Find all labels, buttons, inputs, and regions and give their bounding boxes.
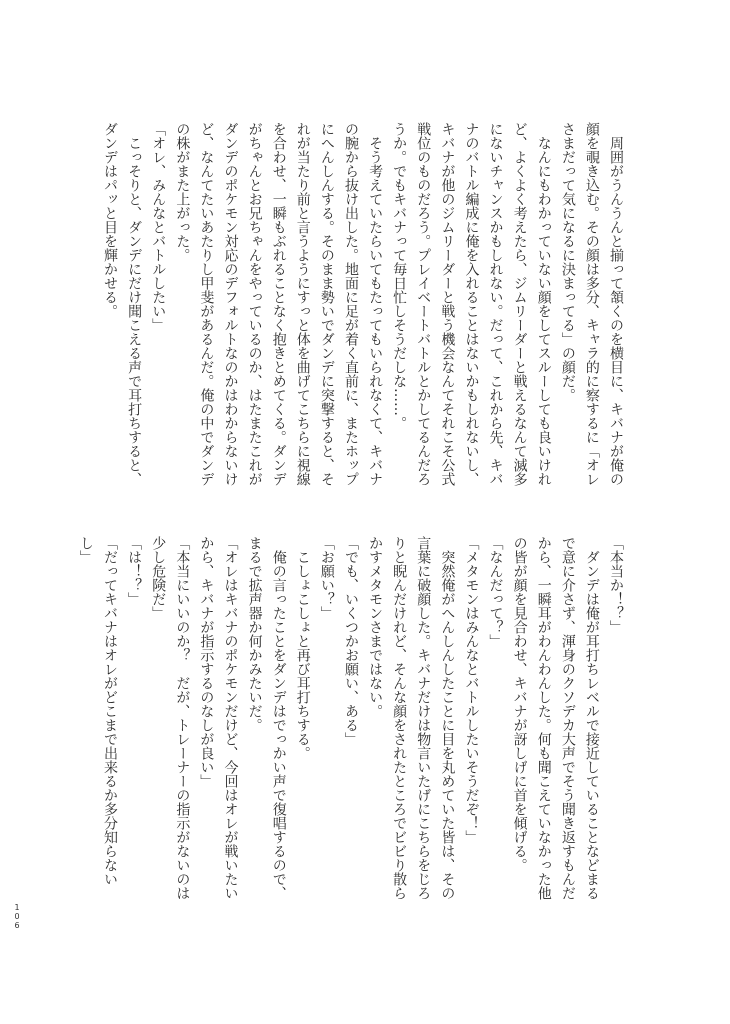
text-line: 「メタモンはみんなとバトルしたいそうだぞ！」 — [463, 536, 480, 844]
text-line: そう考えていたらいてもたってもいられなくて、キバナ — [367, 122, 384, 486]
text-line: にないチャンスかもしれない。だって、これから先、キバ — [487, 122, 504, 486]
text-line: 「なんだって？」 — [487, 536, 504, 648]
text-line: 「本当か！？」 — [608, 536, 624, 634]
text-line: さまだって気になるに決まってる」の顔だ。 — [559, 122, 576, 402]
text-line: 俺の言ったことをダンデはでっかい声で復唱するので、 — [270, 536, 287, 900]
text-line: うか。でもキバナって毎日忙しそうだしな……。 — [391, 122, 408, 430]
text-line: りと睨んだけれど、そんな顔をされたところでビビり散ら — [391, 536, 408, 900]
text-line: キバナが他のジムリーダーと戦う機会なんてそれこそ公式 — [439, 122, 456, 486]
text-line: こしょこしょと再び耳打ちする。 — [294, 536, 311, 760]
text-line: 「でも、いくつかお願い、ある」 — [342, 536, 359, 746]
text-line: の皆が顔を見合わせ、キバナが訝しげに首を傾げる。 — [511, 536, 528, 872]
text-line: 顔を覗き込む。その顔は多分、キャラ的に察するに「オレ — [583, 122, 600, 486]
text-line: ダンデのポケモン対応のデフォルトなのかはわからないけ — [222, 122, 239, 486]
text-line: 言葉に破顔した。キバナだけは物言いたげにこちらをじろ — [415, 536, 432, 900]
text-line: 戦位のものだろう。プレイベートバトルとかしてるんだろ — [415, 122, 432, 486]
text-line: 「オレはキバナのポケモンだけど、今回はオレが戦いたい — [222, 536, 239, 900]
text-line: まるで拡声器か何かみたいだ。 — [246, 536, 263, 732]
text-line: にへんしんする。そのまま勢いでダンデに突撃すると、そ — [318, 122, 335, 486]
text-line: ど、よくよく考えたら、ジムリーダーと戦えるなんて滅多 — [511, 122, 528, 486]
text-line: ダンデは俺が耳打ちレベルで接近していることなどまる — [583, 536, 600, 900]
text-line: こっそりと、ダンデにだけ聞こえる声で耳打ちすると、 — [126, 122, 143, 486]
text-line: から、一瞬耳がわんわんした。何も聞こえていなかった他 — [535, 536, 552, 900]
text-line: し」 — [77, 536, 94, 564]
text-line: 「だってキバナはオレがどこまで出来るか多分知らない — [102, 536, 119, 886]
text-line: 突然俺がへんしんしたことに目を丸めていた皆は、その — [439, 536, 456, 900]
text-line: かすメタモンさまではない。 — [367, 536, 384, 718]
text-line: 「は！？」 — [126, 536, 143, 606]
text-line: で意に介さず、渾身のクソデカ大声でそう聞き返すもんだ — [559, 536, 576, 900]
text-line: 「オレ、みんなとバトルしたい」 — [150, 122, 167, 332]
text-block-top — [98, 122, 628, 488]
text-line: の株がまた上がった。 — [174, 122, 191, 262]
text-line: から、キバナが指示するのなしが良い」 — [198, 536, 215, 788]
text-line: ど、なんてたいあたりし甲斐があるんだ。俺の中でダンデ — [198, 122, 215, 486]
text-line: ダンデはパッと目を輝かせる。 — [102, 122, 119, 318]
text-line: がちゃんとお兄ちゃんをやっているのか、はたまたこれが — [246, 122, 263, 486]
text-line: 少し危険だ」 — [150, 536, 167, 620]
text-line: の腕から抜け出した。地面に足が着く直前に、またホップ — [342, 122, 359, 486]
text-line: れが当たり前と言うようにすっと体を曲げてこちらに視線 — [294, 122, 311, 486]
text-line: なんにもわかっていない顔をしてスルーしても良いけれ — [535, 122, 552, 486]
text-line: を合わせ、一瞬もぶれることなく抱きとめてくる。ダンデ — [270, 122, 287, 486]
text-line: 「お願い？」 — [318, 536, 335, 620]
page-number: 106 — [14, 903, 20, 930]
text-line: ナのバトル編成に俺を入れることはないかもしれないし、 — [463, 122, 480, 486]
text-line: 「本当にいいのか？ だが、トレーナーの指示がないのは — [174, 536, 191, 900]
text-line: 周囲がうんうんと揃って頷くのを横目に、キバナが俺の — [608, 122, 624, 486]
text-block-bottom — [74, 536, 628, 902]
